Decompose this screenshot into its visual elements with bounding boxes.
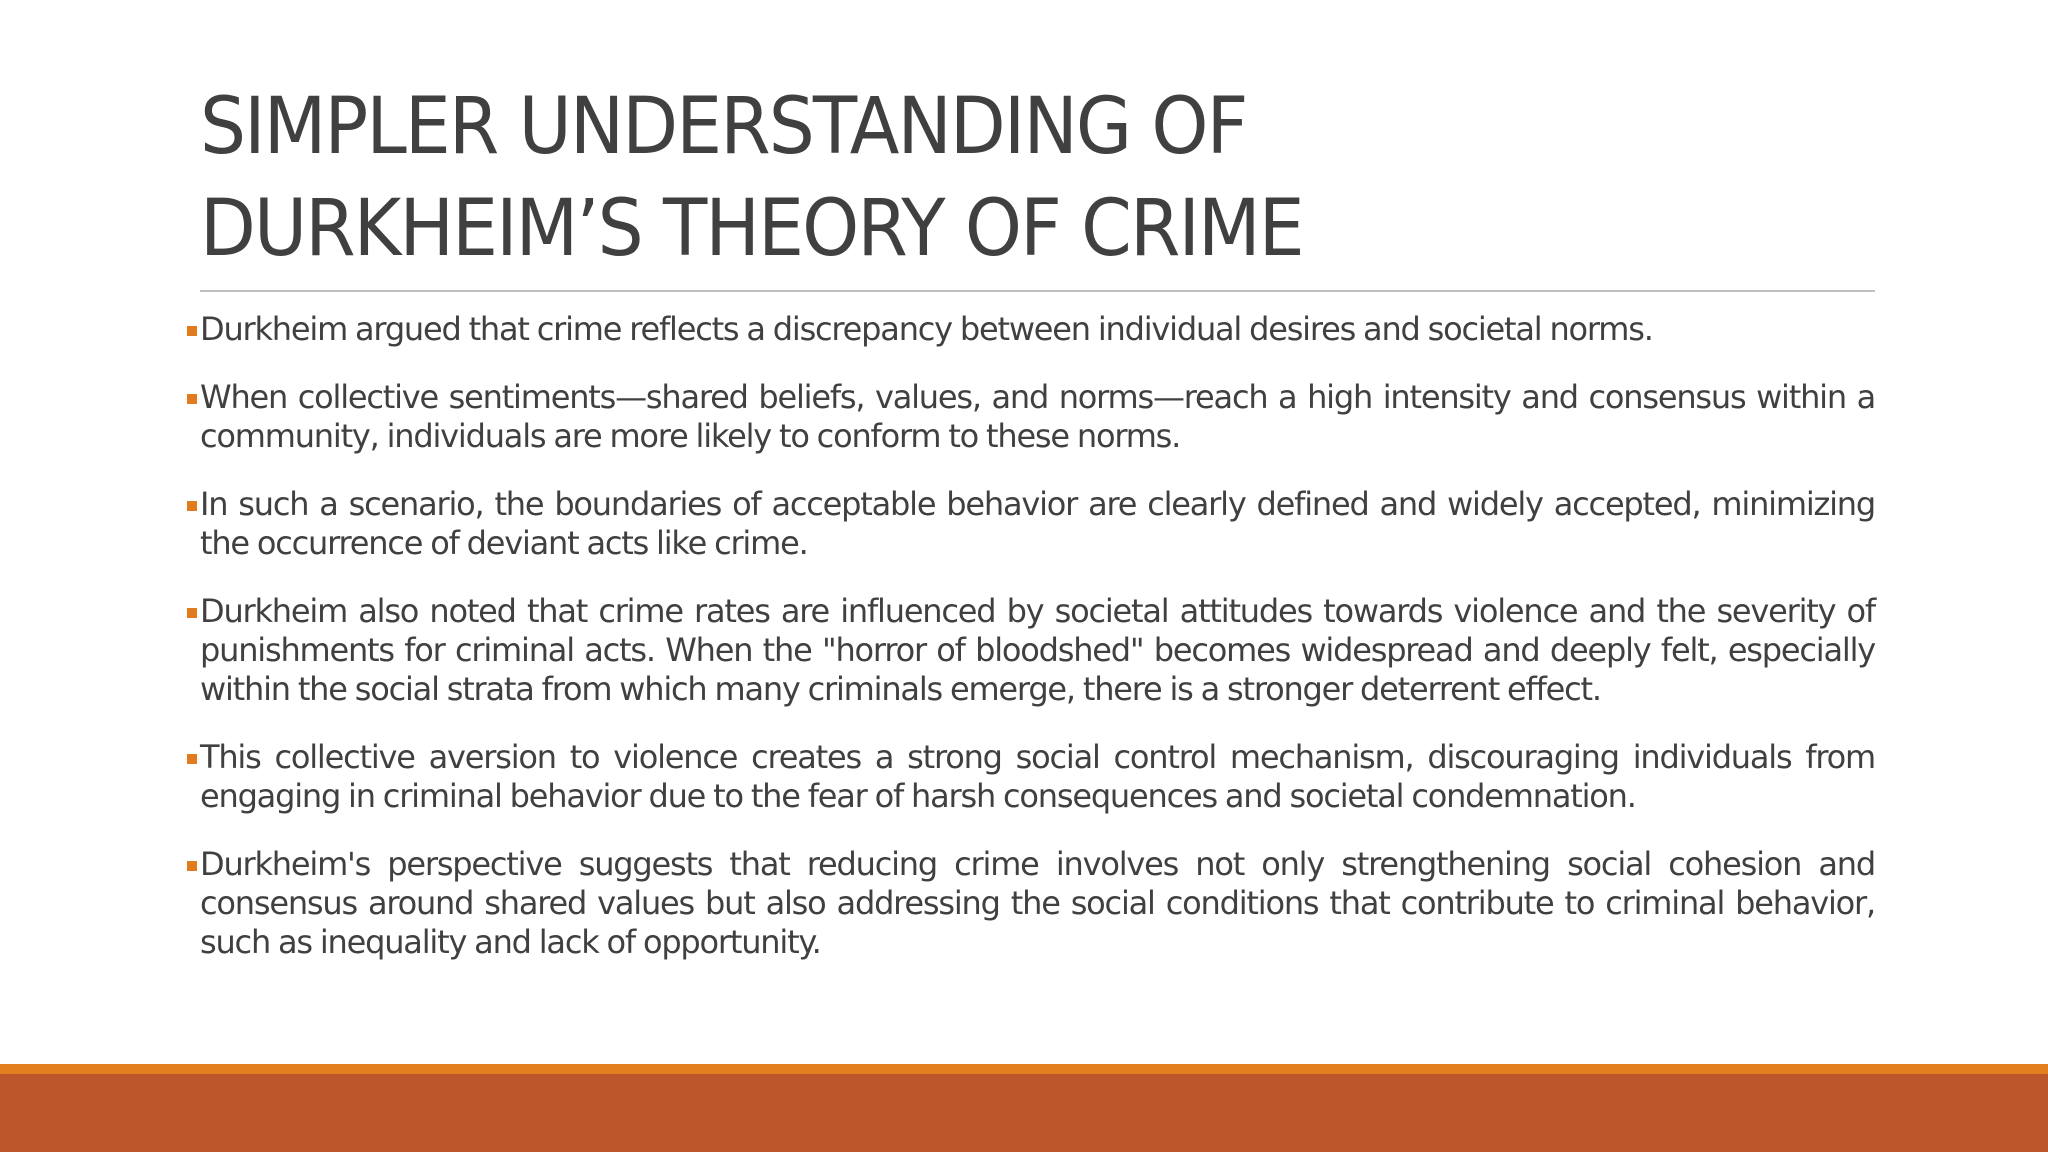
footer-band [0, 1074, 2048, 1152]
bullet-text: Durkheim argued that crime reflects a discrepancy between individual desires and societal norms. [200, 310, 1653, 348]
square-bullet-icon [187, 608, 197, 618]
slide-title-line-1: SIMPLER UNDERSTANDING OF [200, 82, 1247, 172]
square-bullet-icon [187, 394, 197, 404]
bullet-item [200, 592, 1875, 709]
footer-accent-stripe [0, 1064, 2048, 1074]
bullet-item [200, 310, 1875, 349]
bullet-list [200, 310, 1875, 991]
bullet-item [200, 845, 1875, 962]
bullet-text: Durkheim's perspective suggests that reducing crime involves not only strengthening social cohesion and consensus around shared values but also addressing the social conditions that contribute to criminal behavior, such as inequality and lack of opportunity. [200, 845, 1875, 961]
square-bullet-icon [187, 326, 197, 336]
bullet-item [200, 378, 1875, 456]
bullet-text: Durkheim also noted that crime rates are influenced by societal attitudes towards violence and the severity of punishments for criminal acts. When the "horror of bloodshed" becomes widespread and deeply felt, especially within the social strata from which many criminals emerge, there is a stronger deterrent effect. [200, 592, 1875, 708]
slide-title [200, 76, 1762, 280]
title-divider [200, 290, 1875, 292]
bullet-item [200, 485, 1875, 563]
bullet-text: In such a scenario, the boundaries of acceptable behavior are clearly defined and widely accepted, minimizing the occurrence of deviant acts like crime. [200, 485, 1875, 562]
square-bullet-icon [187, 754, 197, 764]
bullet-text: When collective sentiments—shared beliefs, values, and norms—reach a high intensity and consensus within a community, individuals are more likely to conform to these norms. [200, 378, 1875, 455]
slide-title-line-2: DURKHEIM’S THEORY OF CRIME [200, 184, 1303, 274]
square-bullet-icon [187, 861, 197, 871]
bullet-text: This collective aversion to violence creates a strong social control mechanism, discouraging individuals from engaging in criminal behavior due to the fear of harsh consequences and societal condemnation. [200, 738, 1875, 815]
square-bullet-icon [187, 501, 197, 511]
bullet-item [200, 738, 1875, 816]
